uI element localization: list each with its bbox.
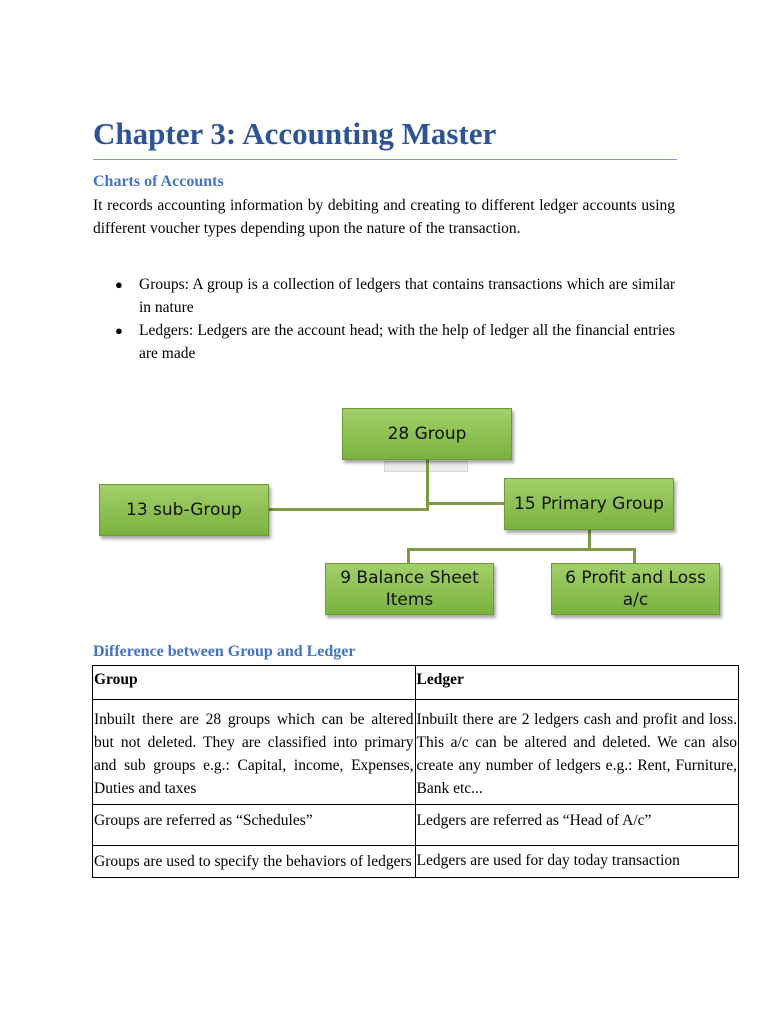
title-divider <box>93 159 677 160</box>
table-row <box>93 805 739 846</box>
node-28-group: 28 Group <box>342 408 512 460</box>
table-header-group: Group <box>93 666 416 700</box>
table-header-row <box>93 666 739 700</box>
comparison-table <box>92 665 739 878</box>
table-cell: Groups are referred as “Schedules” <box>93 805 416 846</box>
node-6-profit-and-loss: 6 Profit and Loss a/c <box>551 563 720 615</box>
node-15-primary-group: 15 Primary Group <box>504 478 674 530</box>
table-header-ledger: Ledger <box>415 666 739 700</box>
table-row <box>93 846 739 878</box>
connector-line <box>588 528 591 550</box>
table-cell: Ledgers are referred as “Head of A/c” <box>415 805 739 846</box>
table-cell: Groups are used to specify the behaviors of ledgers <box>93 846 416 878</box>
intro-paragraph: It records accounting information by debiting and creating to different ledger accounts using different voucher types depending upon the nature of the transaction. <box>93 197 675 237</box>
connector-line <box>268 508 429 511</box>
bullet-icon: ● <box>115 323 123 338</box>
table-row <box>93 700 739 805</box>
page-title: Chapter 3: Accounting Master <box>93 116 497 151</box>
table-cell: Inbuilt there are 28 groups which can be altered but not deleted. They are classified into primary and sub groups e.g.: Capital, income, Expenses, Duties and taxes <box>93 700 416 805</box>
table-cell: Inbuilt there are 2 ledgers cash and profit and loss. This a/c can be altered and deleted. We can also create any number of ledgers e.g.: Rent, Furniture, Bank etc... <box>415 700 739 805</box>
connector-line <box>426 458 429 508</box>
list-item <box>93 319 675 365</box>
bullet-icon: ● <box>115 277 123 292</box>
node-13-sub-group: 13 sub-Group <box>99 484 269 536</box>
bullet-text: Groups: A group is a collection of ledgers that contains transactions which are similar in nature <box>139 276 675 316</box>
connector-line <box>426 502 504 505</box>
bullet-text: Ledgers: Ledgers are the account head; with the help of ledger all the financial entries are made <box>139 322 675 362</box>
bullet-list <box>93 273 675 365</box>
section-heading-charts-of-accounts: Charts of Accounts <box>93 173 224 190</box>
connector-line <box>633 548 636 563</box>
connector-line <box>407 548 636 551</box>
section-heading-difference: Difference between Group and Ledger <box>93 643 356 660</box>
connector-line <box>407 548 410 563</box>
list-item <box>93 273 675 319</box>
node-9-balance-sheet-items: 9 Balance Sheet Items <box>325 563 494 615</box>
table-cell: Ledgers are used for day today transaction <box>415 846 739 878</box>
